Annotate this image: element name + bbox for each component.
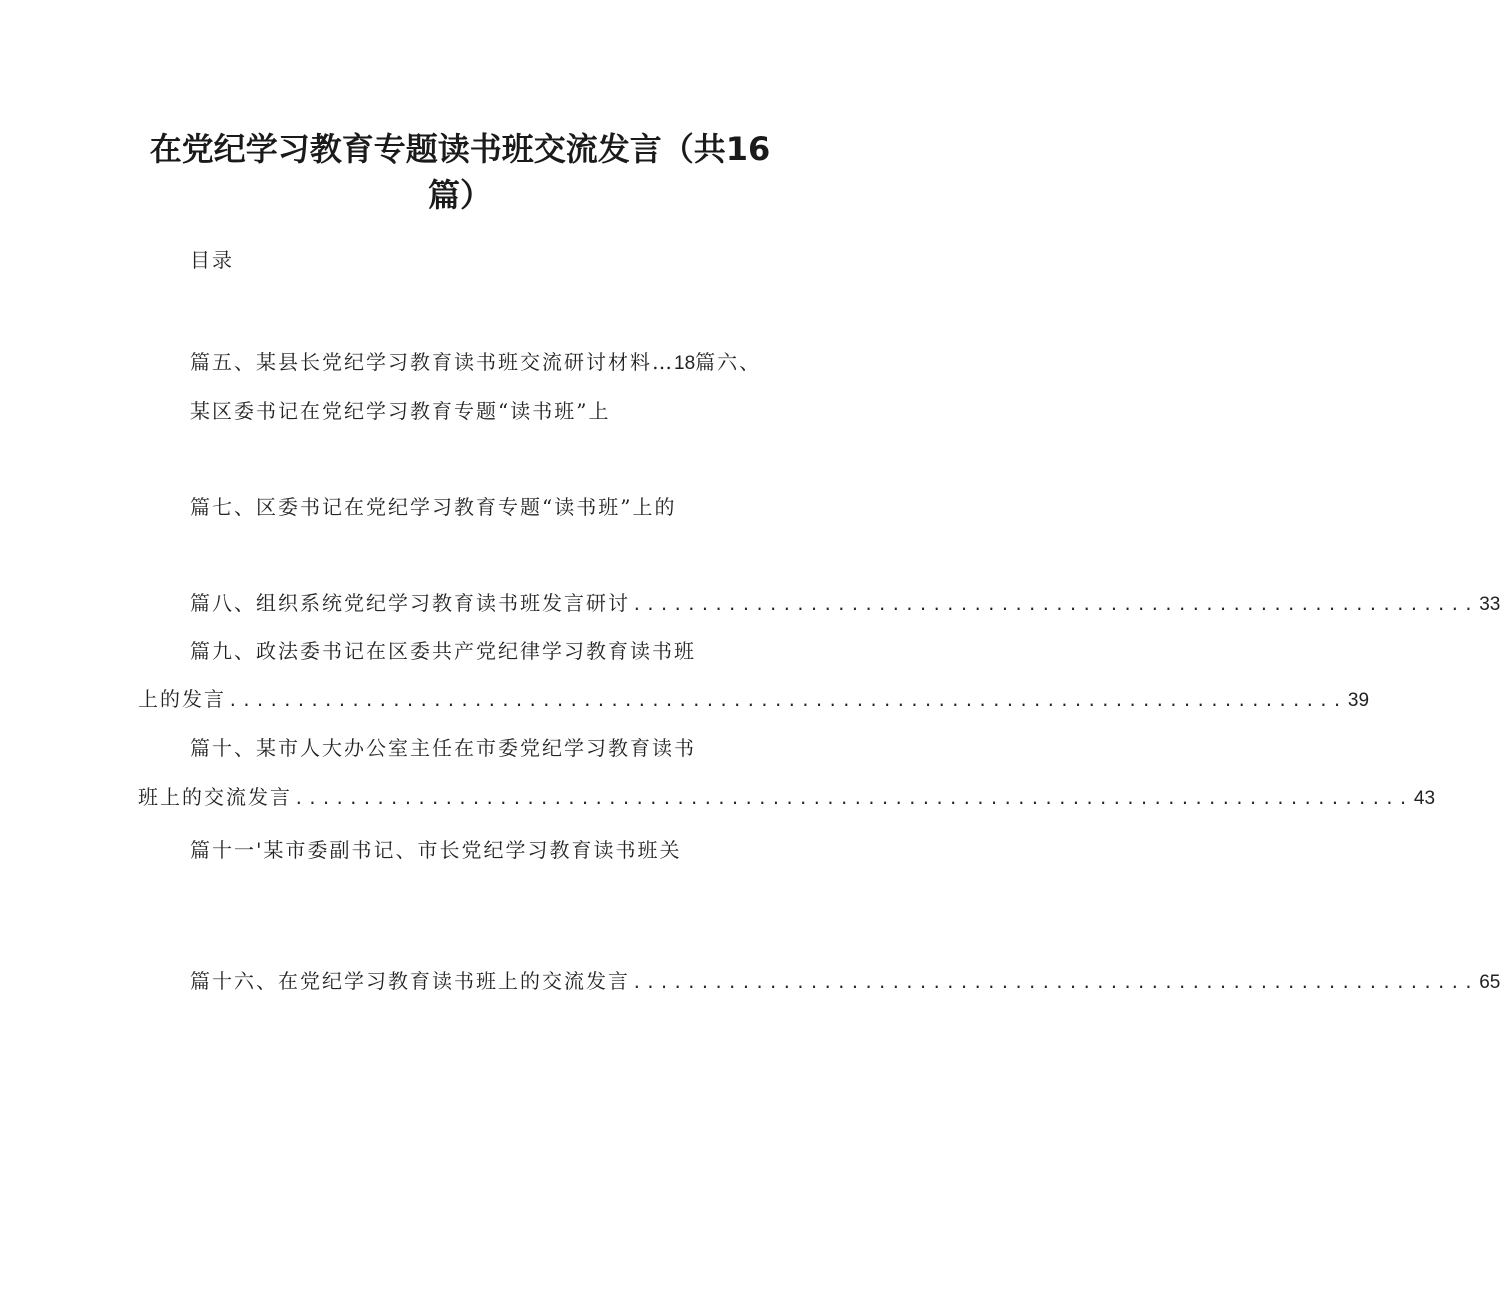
dot-leader: .................................................................................. bbox=[294, 789, 1412, 808]
toc-entry-text: 上的发言 bbox=[138, 687, 226, 711]
toc-page-number: 43 bbox=[1413, 788, 1436, 809]
toc-entry-text: 篇九、政法委书记在区委共产党纪律学习教育读书班 bbox=[190, 639, 696, 663]
dot-leader: .............................................................. bbox=[632, 973, 1478, 992]
toc-entry-16[interactable] bbox=[190, 965, 1500, 994]
toc-entry-10-continuation[interactable] bbox=[138, 781, 1436, 810]
toc-entry-5[interactable] bbox=[190, 346, 761, 375]
toc-entry-text: 篇十一'某市委副书记、市长党纪学习教育读书班关 bbox=[190, 838, 682, 862]
toc-entry-text: 篇十、某市人大办公室主任在市委党纪学习教育读书 bbox=[190, 736, 696, 760]
toc-entry-7[interactable] bbox=[190, 491, 676, 520]
toc-entry-text: 篇七、区委书记在党纪学习教育专题“读书班”上的 bbox=[190, 495, 677, 519]
toc-page-number: 33 bbox=[1479, 594, 1500, 615]
toc-entry-9[interactable] bbox=[190, 635, 696, 664]
document-title-line-1: 在党纪学习教育专题读书班交流发言（共16 bbox=[149, 130, 771, 168]
toc-entry-8[interactable] bbox=[190, 587, 1500, 616]
toc-entry-text: 篇十六、在党纪学习教育读书班上的交流发言 bbox=[190, 969, 630, 993]
toc-heading: 目录 bbox=[190, 248, 234, 272]
toc-entry-text: 某区委书记在党纪学习教育专题“读书班”上 bbox=[190, 399, 611, 423]
dot-leader: .............................................................. bbox=[632, 595, 1478, 614]
toc-page-number: 39 bbox=[1347, 690, 1370, 711]
toc-page-number: 18 bbox=[674, 353, 696, 374]
toc-page-number: 65 bbox=[1479, 972, 1500, 993]
toc-entry-9-continuation[interactable] bbox=[138, 683, 1370, 712]
toc-entry-11[interactable] bbox=[190, 834, 682, 863]
toc-entry-text: 篇五、某县长党纪学习教育读书班交流研讨材料… bbox=[190, 350, 674, 374]
toc-entry-text: 班上的交流发言 bbox=[138, 785, 292, 809]
toc-entry-text: 篇六、 bbox=[695, 350, 762, 374]
toc-entry-text: 篇八、组织系统党纪学习教育读书班发言研讨 bbox=[190, 591, 630, 615]
toc-entry-10[interactable] bbox=[190, 732, 696, 761]
document-title-line-2: 篇） bbox=[427, 176, 492, 214]
toc-entry-6[interactable] bbox=[190, 395, 610, 424]
dot-leader: .................................................................................. bbox=[228, 691, 1346, 710]
